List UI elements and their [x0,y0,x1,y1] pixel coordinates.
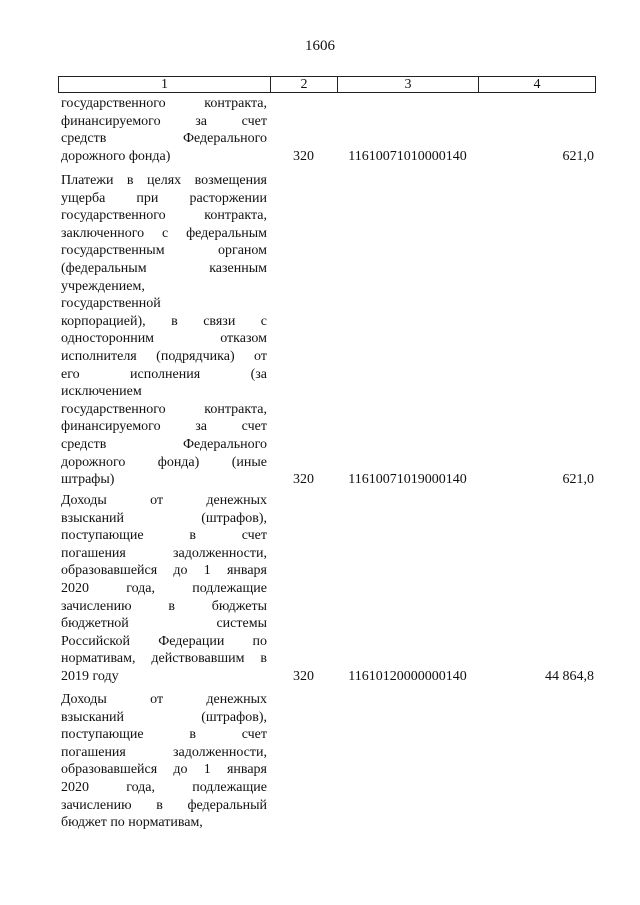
classification-code-cell: 11610071019000140 [348,472,467,488]
description-line: Доходы от денежных [61,493,267,508]
description-line: 2020 года, подлежащие [61,580,267,596]
description-line: корпорацией), в связи с [61,313,267,329]
description-line: Доходы от денежных [61,692,267,707]
description-line: Платежи в целях возмещения [61,173,267,188]
description-line: учреждением, [61,278,145,294]
description-line: бюджетной системы [61,616,267,632]
header-col-4: 4 [533,77,541,92]
description-line: 2019 году [61,668,119,684]
budget-code-cell: 320 [293,148,314,164]
header-col-2: 2 [271,77,338,92]
description-line: поступающие в счет [61,528,267,544]
amount-cell: 621,0 [562,148,594,164]
description-line: 2020 года, подлежащие [61,779,267,795]
description-line: зачислению в бюджеты [61,598,267,614]
description-line: исполнителя (подрядчика) от [61,348,267,364]
description-line: государственной [61,296,161,312]
header-col-3: 3 [338,77,479,92]
description-line: бюджет по нормативам, [61,815,203,831]
amount-cell: 44 864,8 [545,669,594,684]
description-line: образовавшейся до 1 января [61,563,267,579]
amount-cell: 621,0 [562,472,594,488]
description-line: государственного контракта, [61,208,267,224]
description-line: односторонним отказом [61,331,267,347]
description-line: Российской Федерации по [61,633,267,649]
description-line: дорожного фонда) [61,148,171,164]
budget-code-cell: 320 [293,472,314,488]
description-line: образовавшейся до 1 января [61,762,267,778]
description-line: нормативам, действовавшим в [61,651,267,667]
description-line: исключением [61,384,142,400]
description-line: поступающие в счет [61,727,267,743]
description-line: финансируемого за счет [61,419,267,435]
description-line: (федеральным казенным [61,260,267,276]
description-line: ущерба при расторжении [61,190,267,206]
page-number: 1606 [305,38,335,54]
classification-code-cell: 11610071010000140 [348,148,467,164]
description-line: погашения задолженности, [61,744,267,760]
description-line: государственного контракта, [61,401,267,417]
description-line: дорожного фонда) (иные [61,454,267,470]
description-line: его исполнения (за [61,366,267,382]
description-line: взысканий (штрафов), [61,510,267,526]
table-header [58,76,596,93]
row-description [61,691,267,832]
description-line: государственным органом [61,243,267,259]
description-line: государственного контракта, [61,96,267,111]
row-description [61,492,267,686]
description-line: зачислению в федеральный [61,797,267,813]
description-line: средств Федерального [61,131,267,147]
description-line: взысканий (штрафов), [61,709,267,725]
row-description [61,95,267,165]
description-line: погашения задолженности, [61,545,267,561]
description-line: средств Федерального [61,436,267,452]
description-line: штрафы) [61,472,115,488]
description-line: заключенного с федеральным [61,225,267,241]
header-col-1: 1 [59,77,271,92]
description-line: финансируемого за счет [61,113,267,129]
row-description [61,172,267,489]
budget-code-cell: 320 [293,669,314,684]
classification-code-cell: 11610120000000140 [348,669,467,684]
